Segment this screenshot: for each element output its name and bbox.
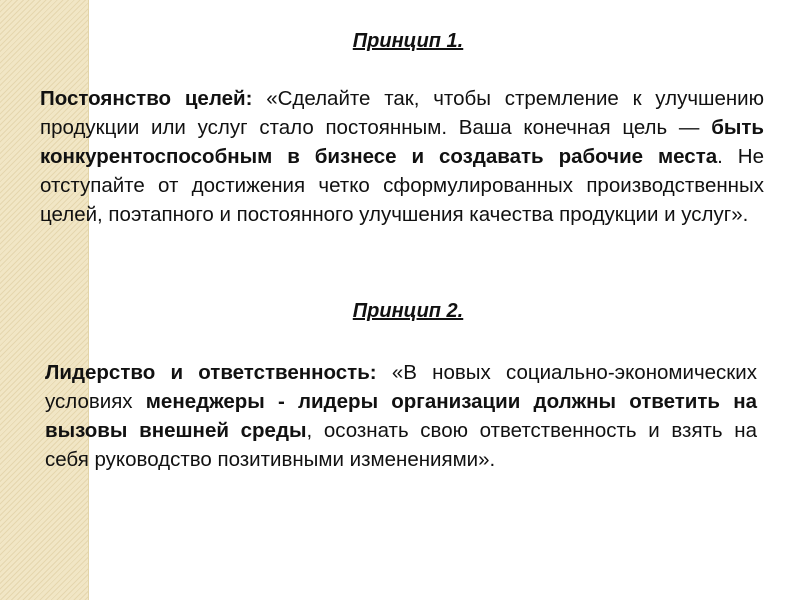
principle-1-paragraph (40, 84, 764, 229)
principle-2-paragraph (45, 358, 757, 474)
principle-2-text-a: «В новых социально-экономических условиях (45, 361, 757, 413)
principle-2-term: Лидерство и ответственность: (45, 361, 377, 384)
principle-2-bold-phrase: менеджеры - лидеры организации должны ответить на вызовы внешней среды (45, 390, 757, 442)
principle-2-heading: Принцип 2. (352, 300, 464, 322)
principle-1-heading: Принцип 1. (352, 30, 464, 52)
principle-2-text-b: , осознать свою ответственность и взять на себя руководство позитивными изменениями». (45, 419, 757, 471)
principle-1-term: Постоянство целей: (40, 87, 253, 110)
principle-1-text-a: «Сделайте так, чтобы стремление к улучшению продукции или услуг стало постоянным. Ваша конечная цель — (40, 87, 764, 139)
principle-1-bold-phrase: быть конкурентоспособным в бизнесе и создавать рабочие места (40, 116, 764, 168)
principle-1-text-b: . Не отступайте от достижения четко сформулированных производственных целей, поэтапного и постоянного улучшения качества продукции и услуг». (40, 145, 764, 226)
